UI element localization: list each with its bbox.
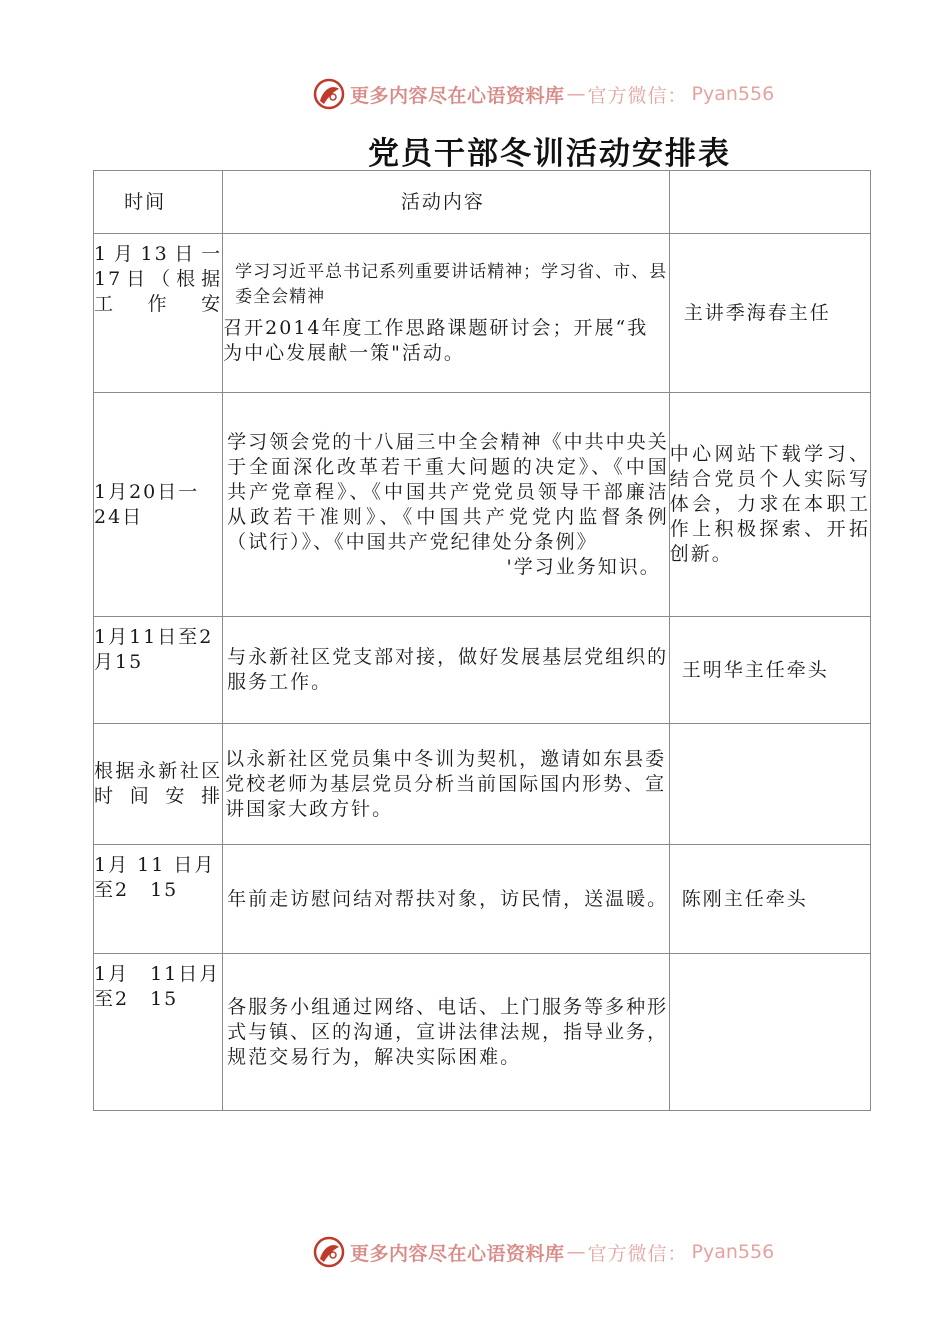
row-time: 1月 11 日月至2 15 — [94, 845, 223, 954]
row-content — [223, 724, 670, 845]
content-line: 年前走访慰问结对帮扶对象，访民情，送温暖。 — [227, 887, 669, 910]
row-time: 1月20日一24日 — [94, 393, 223, 617]
logo-icon — [312, 77, 346, 111]
table-row — [94, 724, 871, 845]
row-content — [223, 845, 670, 954]
row-time: 根据永新社区时间安排 — [94, 724, 223, 845]
table-row — [94, 393, 871, 617]
content-line: 召开2014年度工作思路课题研讨会；开展“我为中心发展献一策"活动。 — [223, 317, 649, 364]
table-row — [94, 954, 871, 1111]
page-title: 党员干部冬训活动安排表 — [368, 136, 731, 172]
schedule-table — [93, 170, 871, 1111]
watermark-banner-top — [312, 76, 774, 112]
row-time: 1月 11日月至2 15 — [94, 954, 223, 1111]
row-content — [223, 234, 670, 393]
logo-icon — [312, 1235, 346, 1269]
row-content — [223, 393, 670, 617]
row-note — [669, 954, 870, 1111]
row-time: 1月13日一17日（根据工作安 — [94, 234, 223, 393]
banner-wechat-label: 官方微信： — [587, 84, 688, 107]
banner-text: 更多内容尽在心语资料库 — [350, 84, 565, 107]
row-note — [669, 724, 870, 845]
row-note: 中心网站下载学习、结合党员个人实际写体会，力求在本职工作上积极探索、开拓创新。 — [669, 393, 870, 617]
watermark-banner-bottom — [312, 1234, 774, 1270]
banner-wechat-id: Pyan556 — [691, 1241, 775, 1263]
row-time: 1月11日至2月15 — [94, 617, 223, 724]
banner-text: 更多内容尽在心语资料库 — [350, 1242, 565, 1265]
banner-wechat-label: 官方微信： — [587, 1242, 688, 1265]
table-row — [94, 234, 871, 393]
table-row — [94, 617, 871, 724]
header-activity: 活动内容 — [223, 171, 670, 234]
row-content — [223, 617, 670, 724]
table-header-row — [94, 171, 871, 234]
table-row — [94, 845, 871, 954]
content-line: 学习习近平总书记系列重要讲话精神；学习省、市、县委全会精神 — [235, 262, 668, 307]
content-line: 与永新社区党支部对接，做好发展基层党组织的服务工作。 — [227, 646, 669, 693]
row-note: 主讲季海春主任 — [669, 234, 870, 393]
content-line: 各服务小组通过网络、电话、上门服务等多种形式与镇、区的沟通，宣讲法律法规，指导业务，规范交易行为，解决实际困难。 — [227, 995, 669, 1068]
header-note — [669, 171, 870, 234]
content-line: 以永新社区党员集中冬训为契机，邀请如东县委党校老师为基层党员分析当前国际国内形势、宣讲国家大政方针。 — [225, 747, 667, 820]
content-line: '学习业务知识。 — [506, 555, 661, 578]
content-line: 学习领会党的十八届三中全会精神《中共中央关于全面深化改革若干重大问题的决定》、《中国共产党章程》、《中国共产党党员领导干部廉洁从政若干准则》、《中国共产党党内监督条例（试行）》、《中国共产党纪律处分条例》 — [227, 430, 669, 553]
header-time: 时间 — [94, 171, 223, 234]
banner-dash: — — [566, 83, 586, 105]
banner-wechat-id: Pyan556 — [691, 83, 775, 105]
row-note: 王明华主任牵头 — [669, 617, 870, 724]
row-content — [223, 954, 670, 1111]
row-note: 陈刚主任牵头 — [669, 845, 870, 954]
banner-dash: — — [566, 1241, 586, 1263]
